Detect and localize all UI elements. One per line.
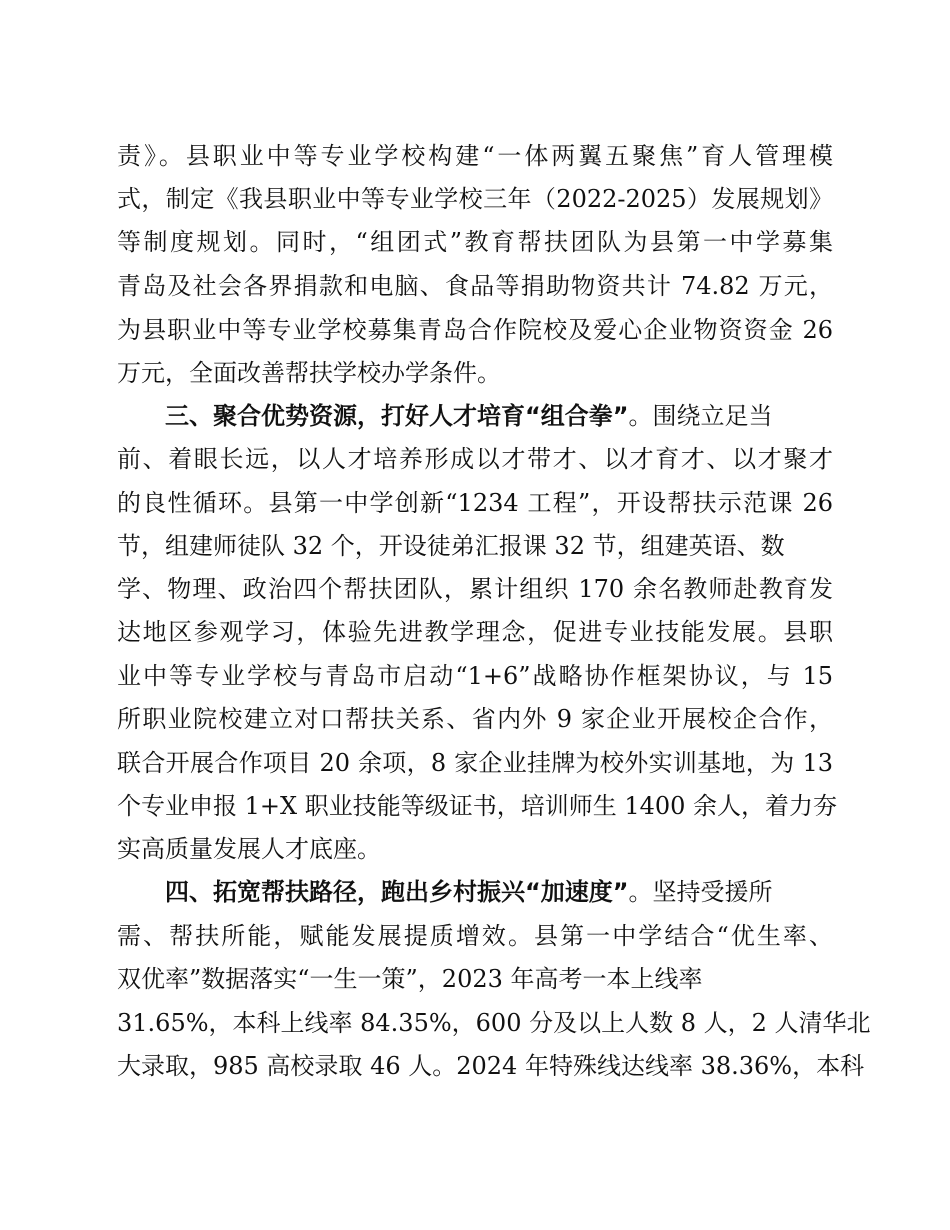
body-line: 业中等专业学校与青岛市启动“1+6”战略协作框架协议，与 15 [117, 662, 833, 690]
section-heading-line [165, 394, 833, 438]
body-line: 所职业院校建立对口帮扶关系、省内外 9 家企业开展校企合作， [117, 705, 833, 733]
body-line: 为县职业中等专业学校募集青岛合作院校及爱心企业物资资金 26 [117, 316, 833, 344]
section-heading-line [165, 870, 833, 914]
body-line: 式，制定《我县职业中等专业学校三年（2022-2025）发展规划》 [117, 185, 833, 213]
body-line: 万元，全面改善帮扶学校办学条件。 [117, 359, 501, 387]
body-line: 等制度规划。同时，“组团式”教育帮扶团队为县第一中学募集 [117, 228, 833, 256]
body-line: 节，组建师徒队 32 个，开设徒弟汇报课 32 节，组建英语、数 [117, 532, 785, 560]
section-heading-3: 三、聚合优势资源，打好人才培育“组合拳” [165, 402, 629, 430]
body-text: 。坚持受援所 [628, 878, 773, 906]
body-line: 前、着眼长远，以人才培养形成以才带才、以才育才、以才聚才 [117, 445, 833, 473]
body-line: 达地区参观学习，体验先进教学理念，促进专业技能发展。县职 [117, 618, 833, 646]
body-line: 双优率”数据落实“一生一策”，2023 年高考一本上线率 [117, 965, 703, 993]
section-heading-4: 四、拓宽帮扶路径，跑出乡村振兴“加速度” [165, 878, 629, 906]
body-line: 31.65%，本科上线率 84.35%，600 分及以上人数 8 人，2 人清华北 [117, 1009, 871, 1037]
body-line: 联合开展合作项目 20 余项，8 家企业挂牌为校外实训基地，为 13 [117, 749, 833, 777]
body-line: 个专业申报 1+X 职业技能等级证书，培训师生 1400 余人，着力夯 [117, 792, 838, 820]
body-line: 需、帮扶所能，赋能发展提质增效。县第一中学结合“优生率、 [117, 922, 833, 950]
body-line: 责》。县职业中等专业学校构建“一体两翼五聚焦”育人管理模 [117, 142, 833, 170]
body-line: 大录取，985 高校录取 46 人。2024 年特殊线达线率 38.36%，本科 [117, 1052, 865, 1080]
body-line: 学、物理、政治四个帮扶团队，累计组织 170 余名教师赴教育发 [117, 575, 833, 603]
body-line: 青岛及社会各界捐款和电脑、食品等捐助物资共计 74.82 万元， [117, 272, 833, 300]
body-line: 的良性循环。县第一中学创新“1234 工程”，开设帮扶示范课 26 [117, 489, 833, 517]
body-line: 实高质量发展人才底座。 [117, 835, 381, 863]
body-text: 。围绕立足当 [628, 402, 773, 430]
